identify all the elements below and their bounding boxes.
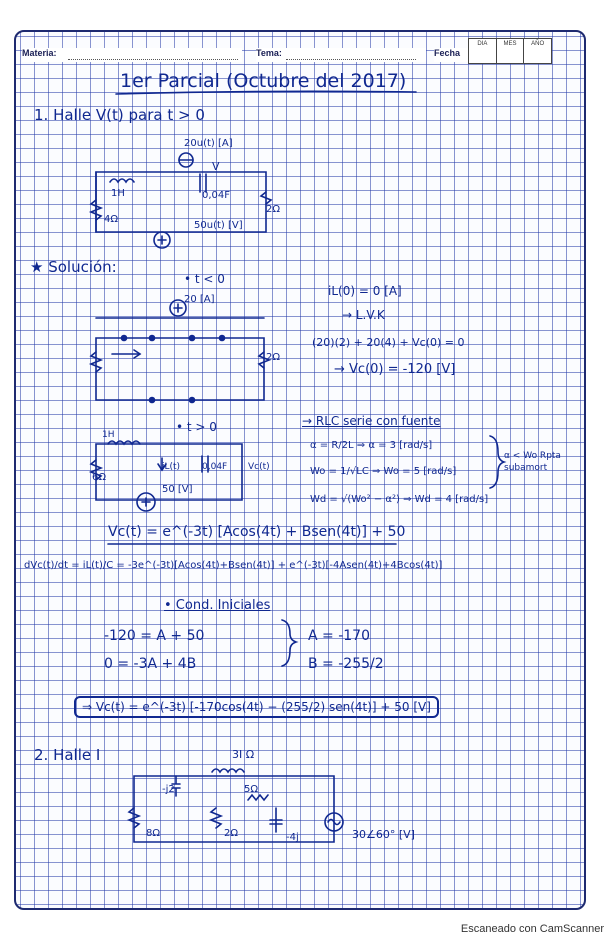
solution-heading: ★ Solución: [30,258,117,276]
case-after-vc-label: Vc(t) [248,462,270,472]
p1-source-voltage-label: 50u(t) [V] [194,220,243,231]
initial-conditions-heading: • Cond. Iniciales [164,598,271,613]
notebook-page [14,30,586,910]
lvk-equation: (20)(2) + 20(4) + Vc(0) = 0 [312,336,465,349]
problem1-statement: 1. Halle V(t) para t > 0 [34,106,205,124]
camscanner-footer: Escaneado con CamScanner [460,923,604,935]
case-after-cap-label: 0,04F [202,462,228,472]
p1-inductor-label: 1H [111,188,125,199]
p1-capacitor-label: 0,04F [202,190,231,201]
vc0-value: → Vc(0) = -120 [V] [334,362,456,377]
case-before-label: • t < 0 [184,272,225,286]
p1-r-left-label: 4Ω [104,214,119,225]
p2-cap-j-label: -4j [286,832,299,843]
problem2-statement: 2. Halle I [34,746,101,764]
p2-res2-label: 2Ω [224,828,239,839]
case-after-label: • t > 0 [176,420,217,434]
w0-equation: Wo = 1/√LC ⇒ Wo = 5 [rad/s] [310,466,457,477]
lvk-label: → L.V.K [342,308,385,322]
il-initial-value: iL(0) = 0 [A] [328,284,402,298]
case-after-source-label: 50 [V] [162,484,193,495]
b-value: B = -255/2 [308,656,384,672]
p2-res5-label: 5Ω [244,784,259,795]
case-after-r-label: 6Ω [92,472,107,483]
p2-cap-imp-label: -j2 [162,784,175,795]
tema-label: Tema: [256,48,282,58]
handwritten-drawings [16,32,584,908]
final-answer-box: ⇒ Vc(t) = e^(-3t) [-170cos(4t) − (255/2) sen(4t)] + 50 [V] [74,696,439,718]
vc-derivative: dVc(t)/dt = iL(t)/C = -3e^(-3t)[Acos(4t)+Bsen(4t)] + e^(-3t)[-4Asen(4t)+4Bcos(4t)] [24,560,443,571]
wd-equation: Wd = √(Wo² − α²) ⇒ Wd = 4 [rad/s] [310,494,489,505]
ic-equation-1: -120 = A + 50 [104,628,205,644]
vc-general-solution: Vc(t) = e^(-3t) [Acos(4t) + Bsen(4t)] + 50 [108,524,406,540]
case-after-il-label: iL(t) [162,462,181,472]
alpha-equation: α = R/2L ⇒ α = 3 [rad/s] [310,440,433,451]
materia-label: Materia: [22,48,57,58]
page-title: 1er Parcial (Octubre del 2017) [120,70,407,92]
case-before-source-label: 20 [A] [184,294,215,305]
case-after-inductor-label: 1H [102,430,115,440]
underdamped-note: α < Wo Rpta subamort [504,451,561,473]
case-before-r-label: 2Ω [266,352,281,363]
fecha-label: Fecha [434,48,461,58]
p2-res8-label: 8Ω [146,828,161,839]
p1-cap-voltage-label: V [212,160,220,173]
ic-equation-2: 0 = -3A + 4B [104,656,197,672]
date-col-dia: DIA [469,39,497,63]
rlc-title: → RLC serie con fuente [302,414,441,428]
p1-source-current-label: 20u(t) [A] [184,138,233,149]
a-value: A = -170 [308,628,370,644]
p2-source-label: 30∠60° [V] [352,828,415,841]
date-col-ano: AÑO [531,41,545,47]
date-col-mes: MES [497,39,525,63]
p1-r-right-label: 2Ω [266,204,281,215]
p2-dep-source-label: 3I Ω [232,748,255,761]
